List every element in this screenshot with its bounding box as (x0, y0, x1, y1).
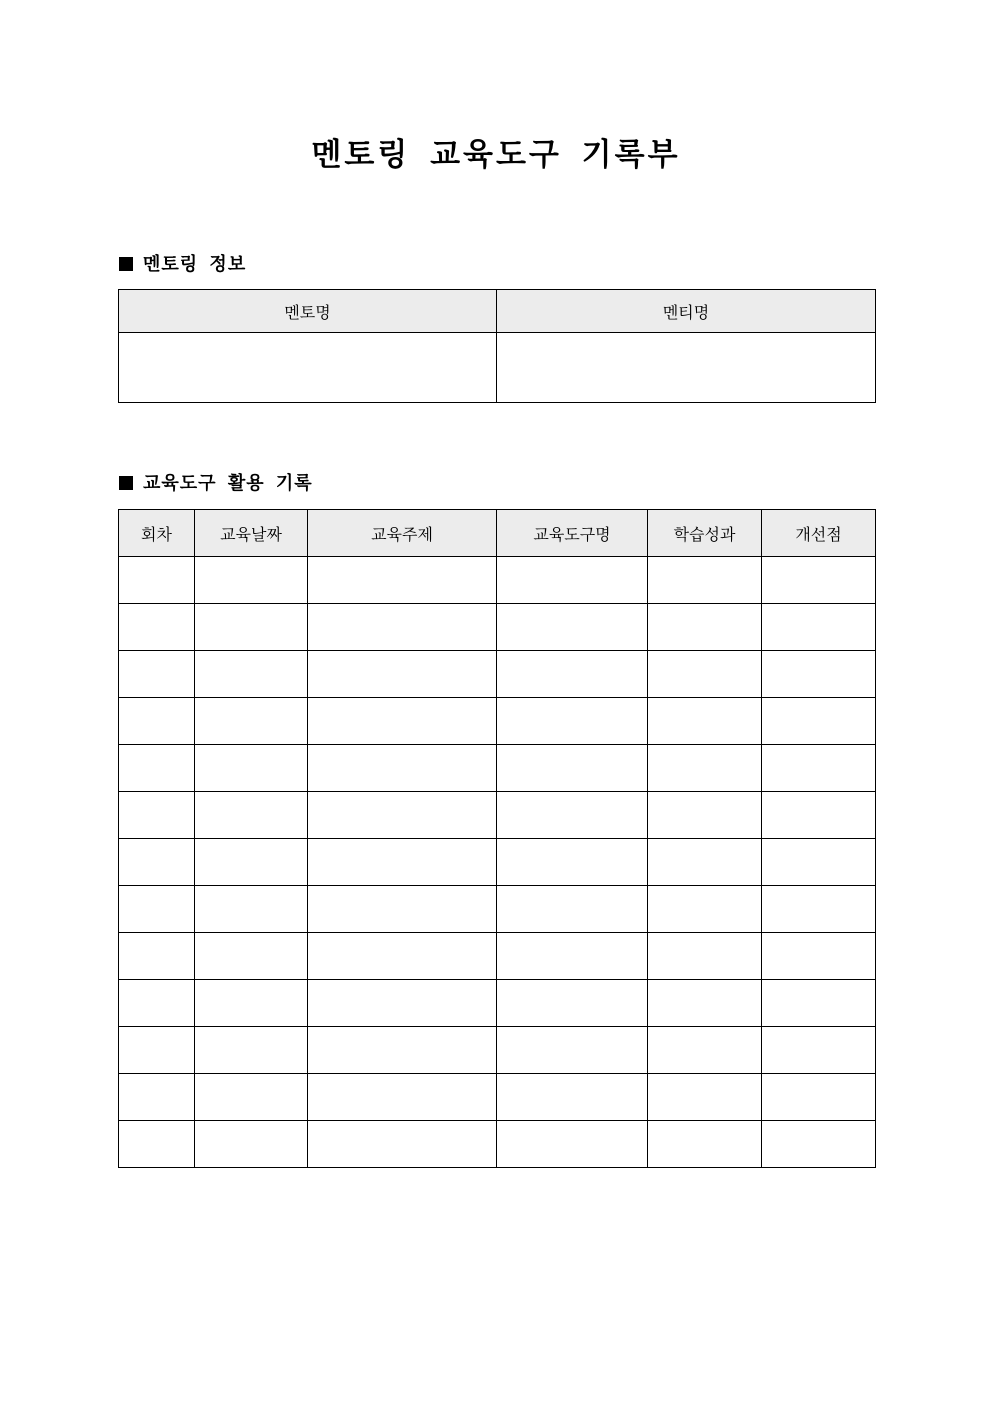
tool-name-cell[interactable] (497, 980, 648, 1027)
topic-cell[interactable] (308, 651, 497, 698)
header-mentor-name: 멘토명 (119, 290, 497, 333)
topic-cell[interactable] (308, 1027, 497, 1074)
date-cell[interactable] (195, 933, 308, 980)
improvement-cell[interactable] (762, 839, 876, 886)
topic-cell[interactable] (308, 745, 497, 792)
section-heading-mentoring-info (119, 253, 246, 277)
date-cell[interactable] (195, 604, 308, 651)
table-row (119, 1074, 876, 1121)
session-cell[interactable] (119, 886, 195, 933)
tool-name-cell[interactable] (497, 839, 648, 886)
date-cell[interactable] (195, 1121, 308, 1168)
black-square-icon (119, 476, 133, 490)
table-row (119, 333, 876, 403)
learning-outcome-cell[interactable] (648, 604, 762, 651)
improvement-cell[interactable] (762, 698, 876, 745)
improvement-cell[interactable] (762, 604, 876, 651)
black-square-icon (119, 257, 133, 271)
learning-outcome-cell[interactable] (648, 792, 762, 839)
improvement-cell[interactable] (762, 1121, 876, 1168)
learning-outcome-cell[interactable] (648, 886, 762, 933)
table-row (119, 604, 876, 651)
mentoring-info-table (118, 289, 876, 403)
table-header-row (119, 510, 876, 557)
topic-cell[interactable] (308, 1121, 497, 1168)
table-row (119, 651, 876, 698)
learning-outcome-cell[interactable] (648, 651, 762, 698)
improvement-cell[interactable] (762, 745, 876, 792)
table-row (119, 980, 876, 1027)
mentee-name-field[interactable] (497, 333, 876, 403)
learning-outcome-cell[interactable] (648, 1121, 762, 1168)
date-cell[interactable] (195, 886, 308, 933)
session-cell[interactable] (119, 792, 195, 839)
header-learning-outcome: 학습성과 (648, 510, 762, 557)
topic-cell[interactable] (308, 698, 497, 745)
improvement-cell[interactable] (762, 792, 876, 839)
learning-outcome-cell[interactable] (648, 933, 762, 980)
date-cell[interactable] (195, 745, 308, 792)
header-mentee-name: 멘티명 (497, 290, 876, 333)
topic-cell[interactable] (308, 792, 497, 839)
header-session: 회차 (119, 510, 195, 557)
learning-outcome-cell[interactable] (648, 839, 762, 886)
learning-outcome-cell[interactable] (648, 745, 762, 792)
header-tool-name: 교육도구명 (497, 510, 648, 557)
session-cell[interactable] (119, 698, 195, 745)
learning-outcome-cell[interactable] (648, 1074, 762, 1121)
improvement-cell[interactable] (762, 933, 876, 980)
section-heading-tool-usage-record (119, 472, 313, 496)
document-title: 멘토링 교육도구 기록부 (311, 137, 681, 173)
table-row (119, 933, 876, 980)
table-row (119, 1121, 876, 1168)
learning-outcome-cell[interactable] (648, 1027, 762, 1074)
session-cell[interactable] (119, 839, 195, 886)
topic-cell[interactable] (308, 557, 497, 604)
table-row (119, 745, 876, 792)
tool-name-cell[interactable] (497, 933, 648, 980)
date-cell[interactable] (195, 557, 308, 604)
improvement-cell[interactable] (762, 886, 876, 933)
topic-cell[interactable] (308, 933, 497, 980)
improvement-cell[interactable] (762, 1074, 876, 1121)
table-header-row (119, 290, 876, 333)
tool-name-cell[interactable] (497, 792, 648, 839)
session-cell[interactable] (119, 933, 195, 980)
table-row (119, 1027, 876, 1074)
table-row (119, 698, 876, 745)
topic-cell[interactable] (308, 1074, 497, 1121)
session-cell[interactable] (119, 557, 195, 604)
date-cell[interactable] (195, 1027, 308, 1074)
tool-name-cell[interactable] (497, 1074, 648, 1121)
date-cell[interactable] (195, 651, 308, 698)
topic-cell[interactable] (308, 839, 497, 886)
tool-name-cell[interactable] (497, 651, 648, 698)
tool-name-cell[interactable] (497, 886, 648, 933)
section-heading-label: 멘토링 정보 (143, 254, 247, 275)
session-cell[interactable] (119, 1027, 195, 1074)
header-improvement: 개선점 (762, 510, 876, 557)
date-cell[interactable] (195, 839, 308, 886)
section-heading-label: 교육도구 활용 기록 (143, 473, 313, 494)
tool-name-cell[interactable] (497, 698, 648, 745)
date-cell[interactable] (195, 1074, 308, 1121)
learning-outcome-cell[interactable] (648, 980, 762, 1027)
topic-cell[interactable] (308, 980, 497, 1027)
date-cell[interactable] (195, 792, 308, 839)
table-row (119, 792, 876, 839)
learning-outcome-cell[interactable] (648, 557, 762, 604)
record-table-body (119, 557, 876, 1168)
mentor-name-field[interactable] (119, 333, 497, 403)
tool-name-cell[interactable] (497, 1027, 648, 1074)
session-cell[interactable] (119, 745, 195, 792)
tool-name-cell[interactable] (497, 745, 648, 792)
improvement-cell[interactable] (762, 980, 876, 1027)
topic-cell[interactable] (308, 886, 497, 933)
learning-outcome-cell[interactable] (648, 698, 762, 745)
improvement-cell[interactable] (762, 557, 876, 604)
session-cell[interactable] (119, 604, 195, 651)
session-cell[interactable] (119, 1074, 195, 1121)
improvement-cell[interactable] (762, 1027, 876, 1074)
date-cell[interactable] (195, 980, 308, 1027)
session-cell[interactable] (119, 980, 195, 1027)
topic-cell[interactable] (308, 604, 497, 651)
date-cell[interactable] (195, 698, 308, 745)
header-topic: 교육주제 (308, 510, 497, 557)
improvement-cell[interactable] (762, 651, 876, 698)
tool-usage-record-table (118, 509, 876, 1168)
tool-name-cell[interactable] (497, 1121, 648, 1168)
table-row (119, 886, 876, 933)
header-date: 교육날짜 (195, 510, 308, 557)
session-cell[interactable] (119, 1121, 195, 1168)
tool-name-cell[interactable] (497, 604, 648, 651)
tool-name-cell[interactable] (497, 557, 648, 604)
session-cell[interactable] (119, 651, 195, 698)
table-row (119, 839, 876, 886)
table-row (119, 557, 876, 604)
